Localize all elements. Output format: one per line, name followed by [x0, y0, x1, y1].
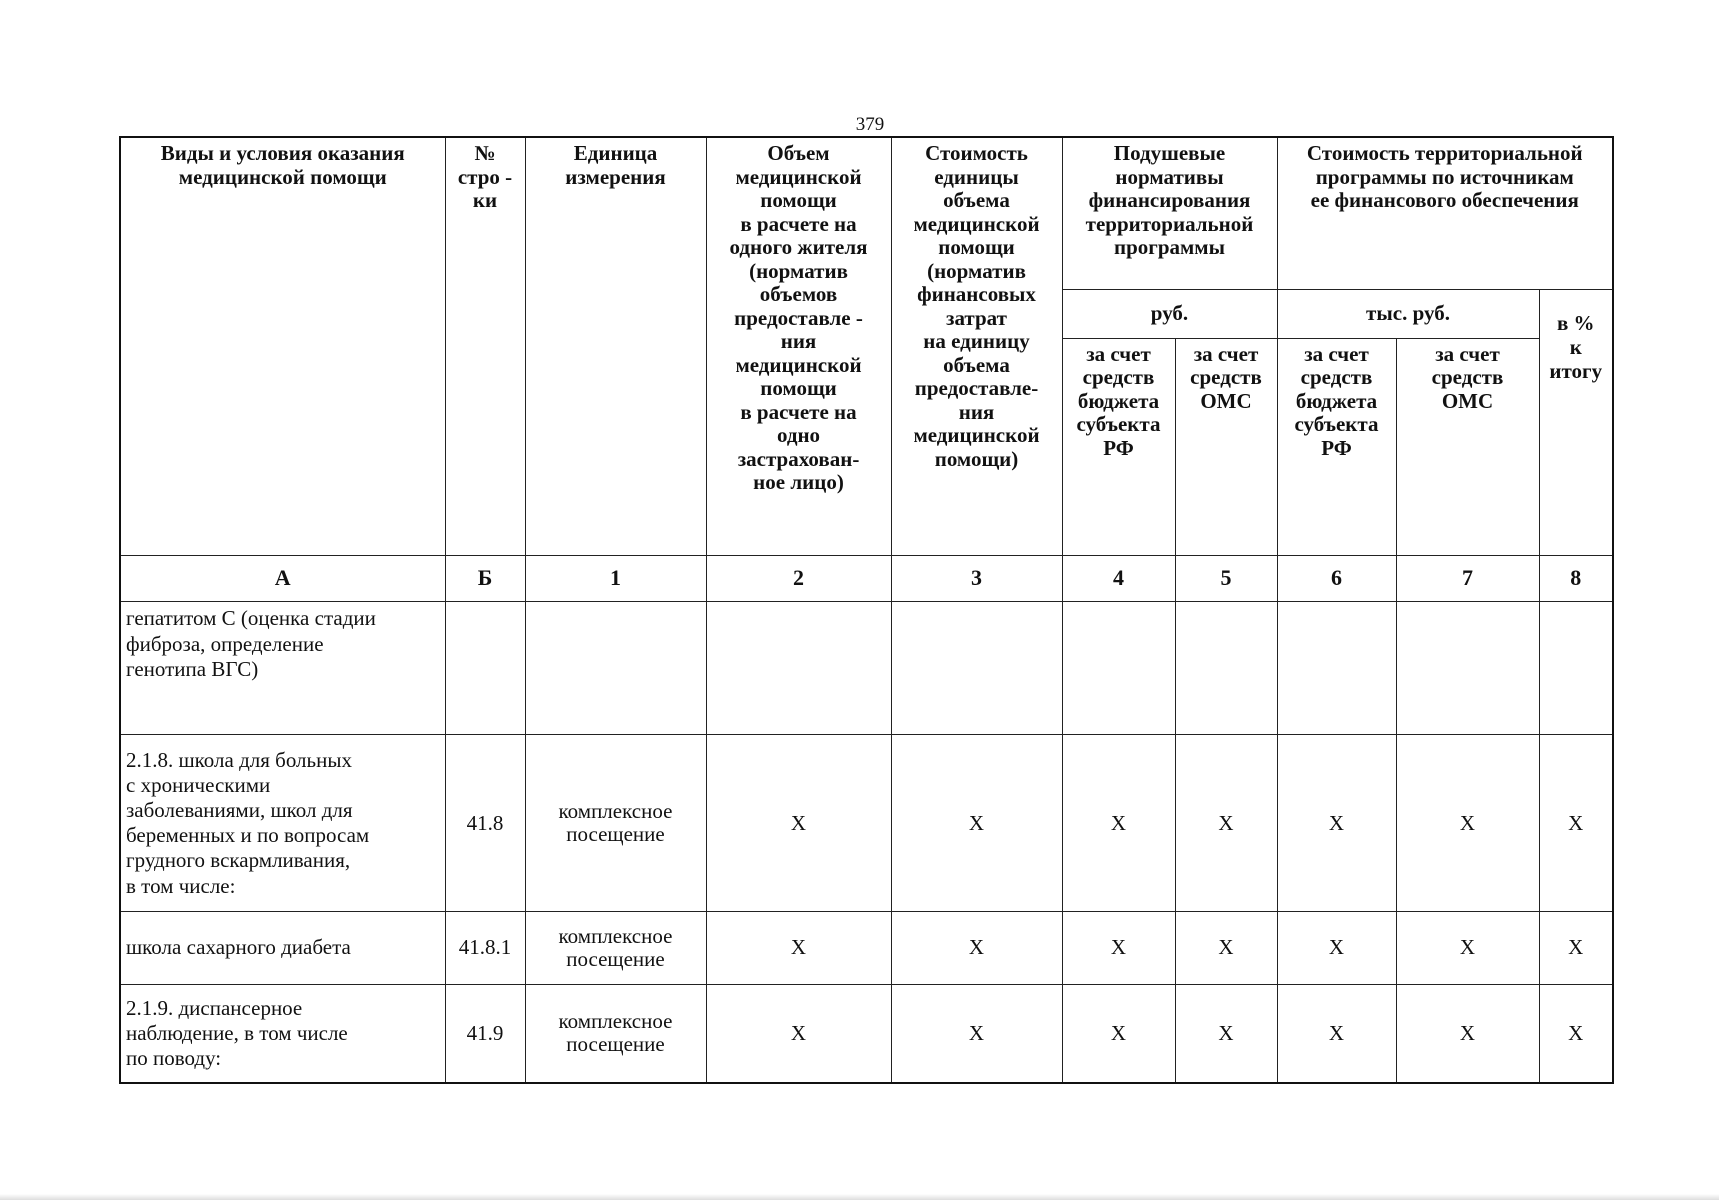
row-value-4: Х [1062, 984, 1175, 1083]
header-rub: руб. [1062, 290, 1277, 338]
index-cell: 8 [1539, 556, 1613, 602]
header-thousand-rub: тыс. руб. [1277, 290, 1539, 338]
row-name: школа сахарного диабета [120, 912, 445, 984]
scan-bottom-edge [0, 1194, 1719, 1200]
index-cell: 5 [1175, 556, 1277, 602]
header-oms-rub: за счет средств ОМС [1175, 338, 1277, 555]
header-budget-rub: за счет средств бюджета субъекта РФ [1062, 338, 1175, 555]
index-cell: 1 [525, 556, 706, 602]
row-value-2 [706, 602, 891, 735]
row-value-8: Х [1539, 735, 1613, 912]
row-value-8: Х [1539, 912, 1613, 984]
index-cell: 6 [1277, 556, 1396, 602]
row-value-7 [1396, 602, 1539, 735]
row-unit: комплексное посещение [525, 912, 706, 984]
row-unit: комплексное посещение [525, 735, 706, 912]
row-value-5 [1175, 602, 1277, 735]
header-unit-cost: Стоимость единицы объема медицинской помощи (норматив финансовых затрат на единицу объема предоставле- ния медицинской помощи) [891, 137, 1062, 556]
header-budget-thousand: за счет средств бюджета субъекта РФ [1277, 338, 1396, 555]
header-row-number: № стро - ки [445, 137, 525, 556]
header-program-cost-group: Стоимость территориальной программы по источникам ее финансового обеспечения [1277, 137, 1613, 290]
row-number: 41.9 [445, 984, 525, 1083]
row-value-3: Х [891, 912, 1062, 984]
row-number: 41.8.1 [445, 912, 525, 984]
row-value-7: Х [1396, 735, 1539, 912]
header-per-capita-group: Подушевые нормативы финансирования территориальной программы [1062, 137, 1277, 290]
row-value-7: Х [1396, 984, 1539, 1083]
row-number [445, 602, 525, 735]
page-number: 379 [855, 114, 885, 135]
row-value-5: Х [1175, 735, 1277, 912]
row-value-2: Х [706, 735, 891, 912]
row-value-4: Х [1062, 912, 1175, 984]
index-cell: 7 [1396, 556, 1539, 602]
row-value-6 [1277, 602, 1396, 735]
row-value-6: Х [1277, 984, 1396, 1083]
row-value-7: Х [1396, 912, 1539, 984]
row-name: 2.1.9. диспансерное наблюдение, в том числе по поводу: [120, 984, 445, 1083]
row-value-4 [1062, 602, 1175, 735]
row-value-5: Х [1175, 984, 1277, 1083]
header-volume: Объем медицинской помощи в расчете на одного жителя (норматив объемов предоставле - ния медицинской помощи в расчете на одно застрахован- ное лицо) [706, 137, 891, 556]
index-cell: 3 [891, 556, 1062, 602]
row-unit: комплексное посещение [525, 984, 706, 1083]
table-row [120, 602, 1613, 735]
table-row [120, 912, 1613, 984]
header-percent-total: в % к итогу [1539, 290, 1613, 556]
header-unit: Единица измерения [525, 137, 706, 556]
row-value-6: Х [1277, 912, 1396, 984]
row-value-8: Х [1539, 984, 1613, 1083]
header-care-types: Виды и условия оказания медицинской помощи [120, 137, 445, 556]
row-value-3: Х [891, 735, 1062, 912]
row-value-5: Х [1175, 912, 1277, 984]
index-cell: 4 [1062, 556, 1175, 602]
row-value-8 [1539, 602, 1613, 735]
row-name: гепатитом С (оценка стадии фиброза, определение генотипа ВГС) [120, 602, 445, 735]
index-cell: Б [445, 556, 525, 602]
row-value-3: Х [891, 984, 1062, 1083]
index-cell: 2 [706, 556, 891, 602]
row-value-3 [891, 602, 1062, 735]
header-oms-thousand: за счет средств ОМС [1396, 338, 1539, 555]
row-number: 41.8 [445, 735, 525, 912]
row-value-2: Х [706, 984, 891, 1083]
index-cell: А [120, 556, 445, 602]
row-value-6: Х [1277, 735, 1396, 912]
table-row [120, 984, 1613, 1083]
row-value-2: Х [706, 912, 891, 984]
row-name: 2.1.8. школа для больных с хроническими заболеваниями, школ для беременных и по вопросам грудного вскармливания, в том числе: [120, 735, 445, 912]
table-row [120, 735, 1613, 912]
row-value-4: Х [1062, 735, 1175, 912]
row-unit [525, 602, 706, 735]
financing-table [119, 136, 1614, 1084]
